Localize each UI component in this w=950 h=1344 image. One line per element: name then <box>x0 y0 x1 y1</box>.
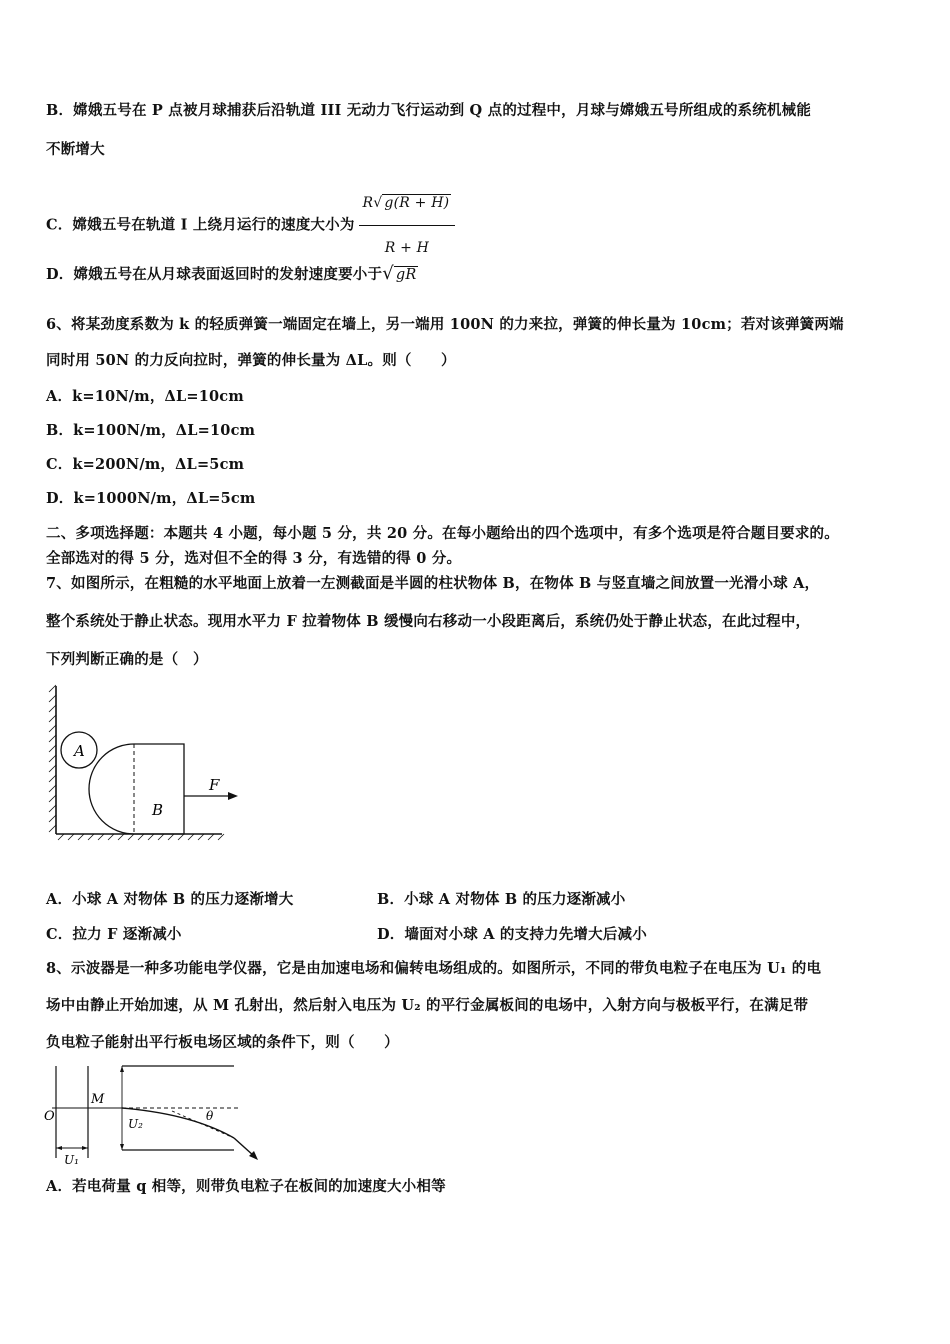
q7-stem-line3: 下列判断正确的是（ ） <box>46 651 208 668</box>
q5-option-b-line1: B．嫦娥五号在 P 点被月球捕获后沿轨道 III 无动力飞行运动到 Q 点的过程中，月球与嫦娥五号所组成的系统机械能 <box>46 102 812 119</box>
q6-option-b: B．k=100N/m，ΔL=10cm <box>46 422 256 439</box>
body-b-rectangle <box>134 744 184 834</box>
q6-stem-line2: 同时用 50N 的力反向拉时，弹簧的伸长量为 ΔL。则（ ） <box>46 352 456 369</box>
label-u2: U₂ <box>128 1117 143 1131</box>
q5-option-d-text: D．嫦娥五号在从月球表面返回时的发射速度要小于 <box>46 266 383 283</box>
q5-option-d-sqrt: gR <box>395 267 417 283</box>
q7-option-b: B．小球 A 对物体 B 的压力逐渐减小 <box>377 891 626 908</box>
q5-option-d: D．嫦娥五号在从月球表面返回时的发射速度要小于√ gR <box>46 263 417 284</box>
q6-stem-line1: 6、将某劲度系数为 k 的轻质弹簧一端固定在墙上，另一端用 100N 的力来拉，弹簧的伸长量为 10cm；若对该弹簧两端 <box>46 316 844 333</box>
q5-option-c <box>46 183 455 268</box>
u2-arrow-top <box>120 1066 124 1072</box>
q7-figure <box>44 682 244 844</box>
q7-option-d: D．墙面对小球 A 的支持力先增大后减小 <box>377 926 647 943</box>
q8-figure <box>42 1062 282 1170</box>
q7-option-a: A．小球 A 对物体 B 的压力逐渐增大 <box>46 891 294 908</box>
label-theta: θ <box>206 1109 214 1123</box>
wall-hatch <box>49 685 56 832</box>
label-o: O <box>44 1109 55 1124</box>
u2-arrow-bottom <box>120 1144 124 1150</box>
section2-line1: 二、多项选择题：本题共 4 小题，每小题 5 分，共 20 分。在每小题给出的四个选项中，有多个选项是符合题目要求的。 <box>46 525 839 542</box>
u1-arrow-left <box>56 1146 62 1150</box>
ball-a-label: A <box>74 742 85 760</box>
q5-option-b-line2: 不断增大 <box>46 141 105 158</box>
trajectory-exit-line <box>234 1138 254 1156</box>
u1-arrow-right <box>82 1146 88 1150</box>
q8-stem-line3: 负电粒子能射出平行板电场区域的条件下，则（ ） <box>46 1034 399 1051</box>
force-f-label: F <box>209 776 220 794</box>
q6-option-a: A．k=10N/m，ΔL=10cm <box>46 388 244 405</box>
fraction-numerator-sqrt: g(R + H) <box>384 195 450 211</box>
q8-stem-line1: 8、示波器是一种多功能电学仪器，它是由加速电场和偏转电场组成的。如图所示，不同的带负电粒子在电压为 U₁ 的电 <box>46 960 822 977</box>
q6-option-c: C．k=200N/m，ΔL=5cm <box>46 456 245 473</box>
q8-option-a: A．若电荷量 q 相等，则带负电粒子在板间的加速度大小相等 <box>46 1178 446 1195</box>
fraction-denominator: R + H <box>384 240 430 256</box>
force-f-arrowhead <box>228 792 238 800</box>
q7-stem-line1: 7、如图所示，在粗糙的水平地面上放着一左测截面是半圆的柱状物体 B，在物体 B 与竖直墙之间放置一光滑小球 A， <box>46 575 820 592</box>
q7-stem-line2: 整个系统处于静止状态。现用水平力 F 拉着物体 B 缓慢向右移动一小段距离后，系统仍处于静止状态，在此过程中， <box>46 613 811 630</box>
q5-option-c-fraction: $\frac{R√ g(R + H)}{R + H}$ <box>359 183 456 268</box>
q8-stem-line2: 场中由静止开始加速，从 M 孔射出，然后射入电压为 U₂ 的平行金属板间的电场中，入射方向与极板平行，在满足带 <box>46 997 809 1014</box>
q7-option-c: C．拉力 F 逐渐减小 <box>46 926 182 943</box>
fraction-numerator-r: R <box>362 195 374 211</box>
body-b-label: B <box>152 801 164 819</box>
label-m: M <box>91 1092 105 1107</box>
label-u1: U₁ <box>64 1153 79 1167</box>
q5-option-c-text: C．嫦娥五号在轨道 I 上绕月运行的速度大小为 <box>46 216 355 234</box>
ground-hatch <box>58 834 224 840</box>
section2-line2: 全部选对的得 5 分，选对但不全的得 3 分，有选错的得 0 分。 <box>46 550 462 567</box>
q6-option-d: D．k=1000N/m，ΔL=5cm <box>46 490 256 507</box>
